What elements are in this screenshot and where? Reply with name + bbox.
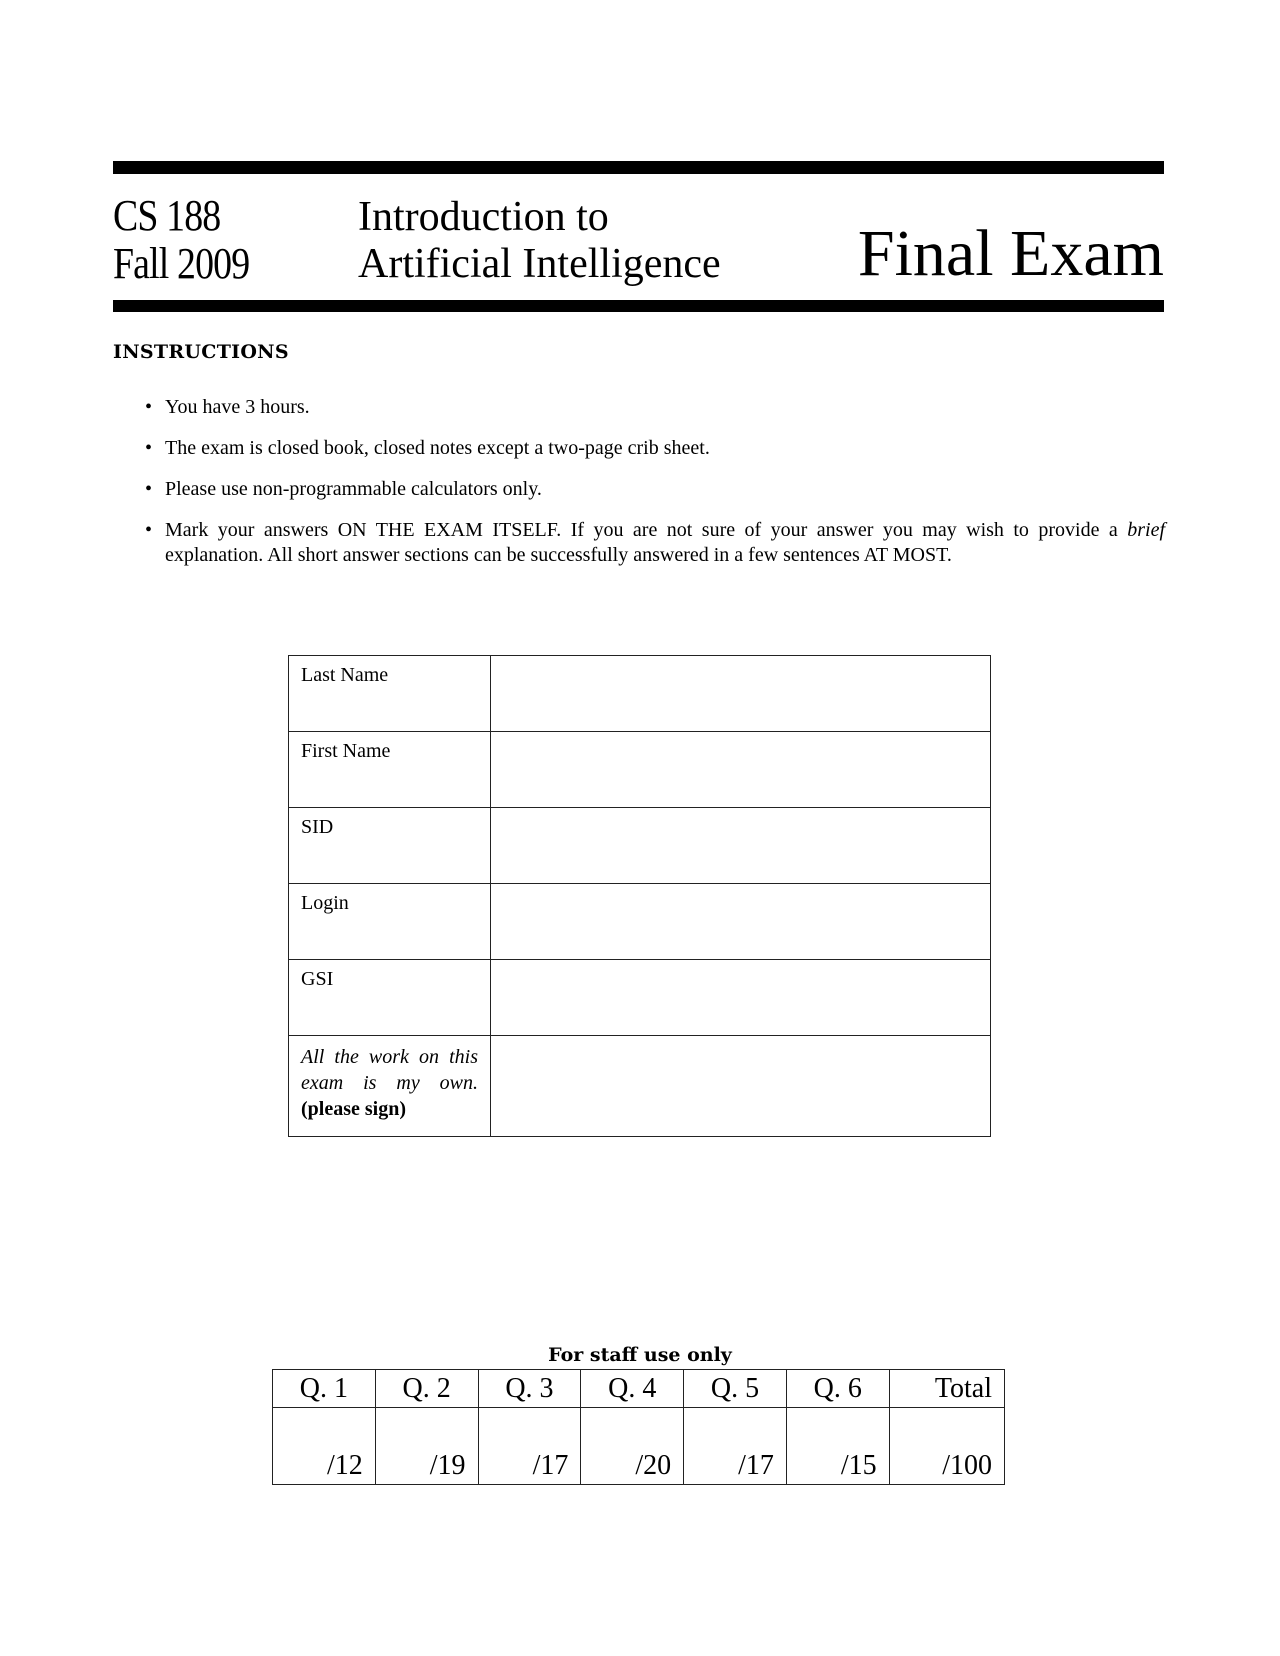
field-label: Login [289,884,491,960]
field-label: GSI [289,960,491,1036]
instruction-text: Mark your answers ON THE EXAM ITSELF. If you are not sure of your answer you may wish to provide a [165,519,1118,541]
score-header-total: Total [889,1370,1004,1408]
score-header: Q. 3 [478,1370,581,1408]
header-top-rule [113,161,1164,174]
score-header-row [273,1370,1005,1408]
instruction-text: Please use non-programmable calculators only. [165,478,542,500]
staff-score-table [272,1369,1005,1485]
course-code: CS 188 [113,191,221,240]
signature-label [289,1036,491,1137]
signature-field[interactable] [491,1036,991,1137]
instructions-heading: INSTRUCTIONS [113,341,289,363]
field-label: SID [289,808,491,884]
course-block [113,191,250,290]
score-header: Q. 2 [375,1370,478,1408]
bullet-icon: • [145,478,153,500]
score-cell: /17 [478,1408,581,1485]
signature-prompt: (please sign) [301,1098,406,1120]
instructions-list [145,395,1165,584]
field-label: Last Name [289,656,491,732]
bullet-icon: • [145,437,153,459]
score-header: Q. 1 [273,1370,376,1408]
instruction-item [145,477,1165,502]
score-cell-total: /100 [889,1408,1004,1485]
instruction-text: You have 3 hours. [165,396,310,418]
field-label: First Name [289,732,491,808]
header-bottom-rule [113,300,1164,312]
score-header: Q. 6 [786,1370,889,1408]
instruction-item [145,518,1165,568]
score-cell: /20 [581,1408,684,1485]
exam-title: Final Exam [857,217,1164,290]
score-cell: /17 [684,1408,787,1485]
gsi-field[interactable] [491,960,991,1036]
info-row [289,884,991,960]
staff-caption: For staff use only [548,1344,732,1366]
info-row [289,808,991,884]
instruction-item [145,395,1165,420]
sid-field[interactable] [491,808,991,884]
instruction-text-rest: explanation. All short answer sections can be successfully answered in a few sentences AT MOST. [165,544,952,566]
subject-line-1: Introduction to [358,194,609,240]
score-header: Q. 5 [684,1370,787,1408]
instruction-emphasis: brief [1127,519,1166,541]
course-term: Fall 2009 [113,239,250,288]
instruction-item [145,436,1165,461]
info-row [289,656,991,732]
score-cell: /12 [273,1408,376,1485]
info-row [289,960,991,1036]
score-cell: /15 [786,1408,889,1485]
subject-line-2: Artificial Intelligence [358,241,721,287]
student-info-table [288,655,991,1137]
score-cell: /19 [375,1408,478,1485]
last-name-field[interactable] [491,656,991,732]
signature-statement: All the work on this exam is my own. [301,1046,478,1094]
bullet-icon: • [145,396,153,418]
info-row [289,732,991,808]
bullet-icon: • [145,519,153,541]
score-points-row [273,1408,1005,1485]
login-field[interactable] [491,884,991,960]
instruction-text: The exam is closed book, closed notes except a two-page crib sheet. [165,437,710,459]
first-name-field[interactable] [491,732,991,808]
info-row [289,1036,991,1137]
score-header: Q. 4 [581,1370,684,1408]
subject-block [358,196,721,290]
